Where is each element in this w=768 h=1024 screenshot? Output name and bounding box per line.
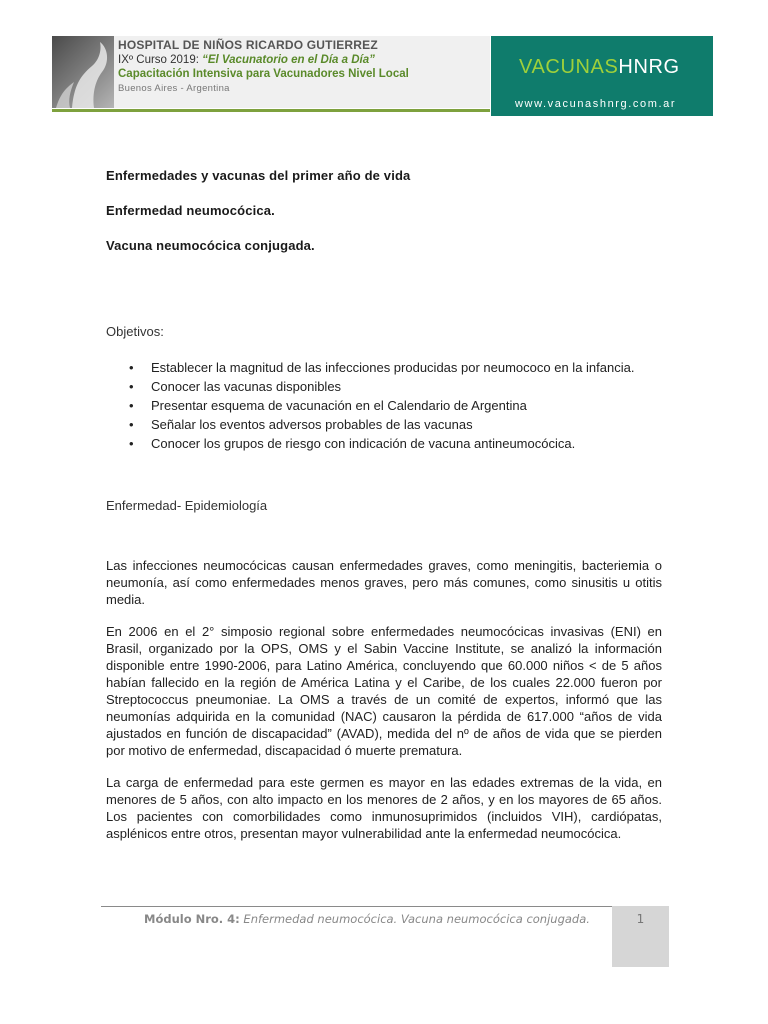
hospital-name: HOSPITAL DE NIÑOS RICARDO GUTIERREZ bbox=[118, 38, 378, 52]
location-text: Buenos Aires - Argentina bbox=[118, 83, 230, 94]
objective-item: • Conocer las vacunas disponibles bbox=[151, 377, 662, 396]
objective-item: • Conocer los grupos de riesgo con indicación de vacuna antineumocócica. bbox=[151, 434, 662, 453]
footer-module bbox=[144, 912, 590, 926]
heading-vaccine: Vacuna neumocócica conjugada. bbox=[106, 238, 315, 253]
paragraph: La carga de enfermedad para este germen es mayor en las edades extremas de la vida, en menores de 5 años, con alto impacto en los menores de 2 años, y en los mayores de 65 años. Los pacientes con comorbilidades como inmunosuprimidos (incluidos VIH), cardiópatas, asplénicos entre otros, presentan mayor vulnerabilidad ante la enfermedad neumocócica. bbox=[106, 775, 662, 841]
paragraph: Las infecciones neumocócicas causan enfermedades graves, como meningitis, bacteriemia o neumonía, así como enfermedades menos graves, pero más comunes, como sinusitis u otitis media. bbox=[106, 558, 662, 607]
page-number-box bbox=[612, 906, 669, 967]
heading-course-topic: Enfermedades y vacunas del primer año de vida bbox=[106, 168, 411, 183]
module-label: Módulo Nro. 4: bbox=[144, 912, 240, 926]
brand-logo bbox=[519, 56, 680, 79]
website-link[interactable]: www.vacunashnrg.com.ar bbox=[515, 98, 677, 110]
heading-disease: Enfermedad neumocócica. bbox=[106, 203, 275, 218]
paragraph: En 2006 en el 2° simposio regional sobre enfermedades neumocócicas invasivas (ENI) en Brasil, organizado por la OPS, OMS y el Sabin Vaccine Institute, se analizó la información disponible entre 1990-2006, para Latino América, concluyendo que 60.000 niños < de 5 años habían fallecido en la región de América Latina y el Caribe, de los cuales 22.000 fueron por Streptococcus pneumoniae. La OMS a través de un comité de expertos, informó que las neumonías adquirida en la comunidad (NAC) causaron la pérdida de 617.000 “años de vida ajustados en función de discapacidad” (AVAD), medida del nº de años de vida que se pierden por motivo de enfermedad, discapacidad ó muerte prematura. bbox=[106, 624, 662, 758]
module-title: Enfermedad neumocócica. Vacuna neumocócica conjugada. bbox=[239, 912, 590, 926]
section-title: Enfermedad- Epidemiología bbox=[106, 498, 268, 513]
document-body bbox=[106, 168, 662, 842]
brand-box bbox=[491, 36, 713, 116]
header-banner bbox=[52, 36, 490, 108]
training-title: Capacitación Intensiva para Vacunadores Nivel Local bbox=[118, 68, 409, 80]
header-rule bbox=[52, 109, 490, 112]
brand-part2: HNRG bbox=[618, 56, 680, 78]
objectives-title: Objetivos: bbox=[106, 324, 164, 339]
course-quote: “El Vacunatorio en el Día a Día” bbox=[202, 54, 375, 66]
page-number: 1 bbox=[636, 912, 645, 926]
brand-part1: VACUNAS bbox=[519, 56, 619, 78]
course-prefix: IXº Curso 2019: bbox=[118, 54, 203, 66]
footer-rule bbox=[101, 906, 613, 907]
hospital-logo bbox=[52, 36, 114, 108]
objectives-list bbox=[106, 358, 662, 453]
objective-item: • Establecer la magnitud de las infecciones producidas por neumococo en la infancia. bbox=[151, 358, 662, 377]
objective-item: • Presentar esquema de vacunación en el Calendario de Argentina bbox=[151, 396, 662, 415]
objective-item: • Señalar los eventos adversos probables de las vacunas bbox=[151, 415, 662, 434]
course-line bbox=[118, 53, 488, 67]
